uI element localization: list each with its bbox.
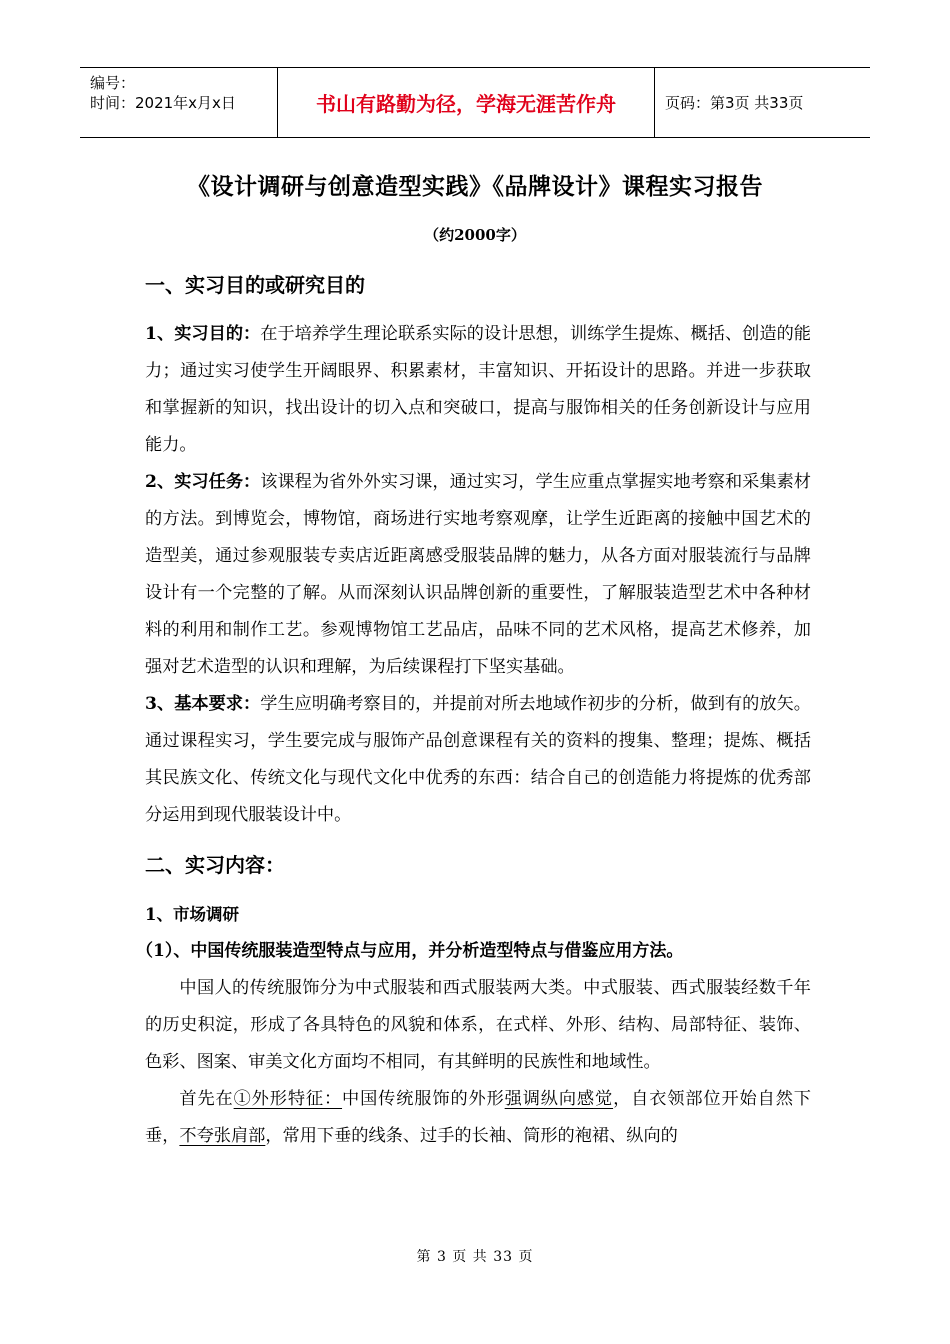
requirements-text: 学生应明确考察目的，并提前对所去地域作初步的分析，做到有的放矢。通过课程实习，学生要完成与服饰产品创意课程有关的资料的搜集、整理；提炼、概括其民族文化、传统文化与现代文化中优秀的东西：结合自己的创造能力将提炼的优秀部分运用到现代服装设计中。 [145, 694, 811, 825]
shape-text-c: ，自衣领部位开始自然下垂， [145, 1089, 811, 1146]
section-heading-1: 一、实习目的或研究目的 [145, 273, 365, 297]
subheading-traditional-clothing: （1）、中国传统服装造型特点与应用，并分析造型特点与借鉴应用方法。 [136, 941, 684, 961]
paragraph-traditional-intro: 中国人的传统服饰分为中式服装和西式服装两大类。中式服装、西式服装经数千年的历史积淀，形成了各具特色的风貌和体系，在式样、外形、结构、局部特征、装饰、色彩、图案、审美文化方面均不相同，有其鲜明的民族性和地域性。 [145, 978, 811, 1072]
document-body [136, 268, 811, 1155]
shape-text-a: 首先在 [179, 1089, 234, 1109]
header-page-info: 页码：第3页 共33页 [665, 94, 804, 112]
requirements-label: 3、基本要求： [145, 694, 261, 714]
purpose-text: 在于培养学生理论联系实际的设计思想，训练学生提炼、概括、创造的能力；通过实习使学生开阔眼界、积累素材，丰富知识、开拓设计的思路。并进一步获取和掌握新的知识，找出设计的切入点和突破口，提高与服饰相关的任务创新设计与应用能力。 [145, 324, 811, 455]
shape-text-d: ，常用下垂的线条、过手的长袖、筒形的袍裙、纵向的 [265, 1126, 678, 1146]
header-meta [80, 68, 278, 137]
paragraph-task [145, 464, 811, 686]
page-header [80, 67, 870, 138]
underlined-shape-feature: ①外形特征： [233, 1089, 343, 1109]
header-motto: 书山有路勤为径，学海无涯苦作舟 [278, 68, 655, 137]
paragraph-shape-features [145, 1081, 811, 1155]
code-label: 编号： [90, 74, 136, 92]
shape-text-b: 中国传统服饰的外形 [342, 1089, 505, 1109]
task-text: 该课程为省外外实习课，通过实习，学生应重点掌握实地考察和采集素材的方法。到博览会，博物馆，商场进行实地考察观摩，让学生近距离的接触中国艺术的造型美，通过参观服装专卖店近距离感受服装品牌的魅力，从各方面对服装流行与品牌设计有一个完整的了解。从而深刻认识品牌创新的重要性，了解服装造型艺术中各种材料的利用和制作工艺。参观博物馆工艺品店，品味不同的艺术风格，提高艺术修养，加强对艺术造型的认识和理解，为后续课程打下坚实基础。 [145, 472, 811, 677]
subheading-market-research: 1、市场调研 [145, 905, 239, 924]
date-label: 时间：2021年x月x日 [90, 94, 236, 112]
document-title: 《设计调研与创意造型实践》《品牌设计》课程实习报告 [187, 173, 763, 200]
task-label: 2、实习任务： [145, 472, 261, 492]
page-footer: 第 3 页 共 33 页 [416, 1249, 534, 1265]
purpose-label: 1、实习目的： [145, 324, 261, 344]
underlined-no-shoulder: 不夸张肩部 [179, 1126, 266, 1146]
paragraph-purpose [145, 316, 811, 464]
underlined-vertical-feel: 强调纵向感觉 [504, 1089, 614, 1109]
paragraph-requirements [145, 686, 811, 834]
section-heading-2: 二、实习内容： [145, 853, 285, 877]
document-subtitle: （约2000字） [424, 226, 526, 244]
